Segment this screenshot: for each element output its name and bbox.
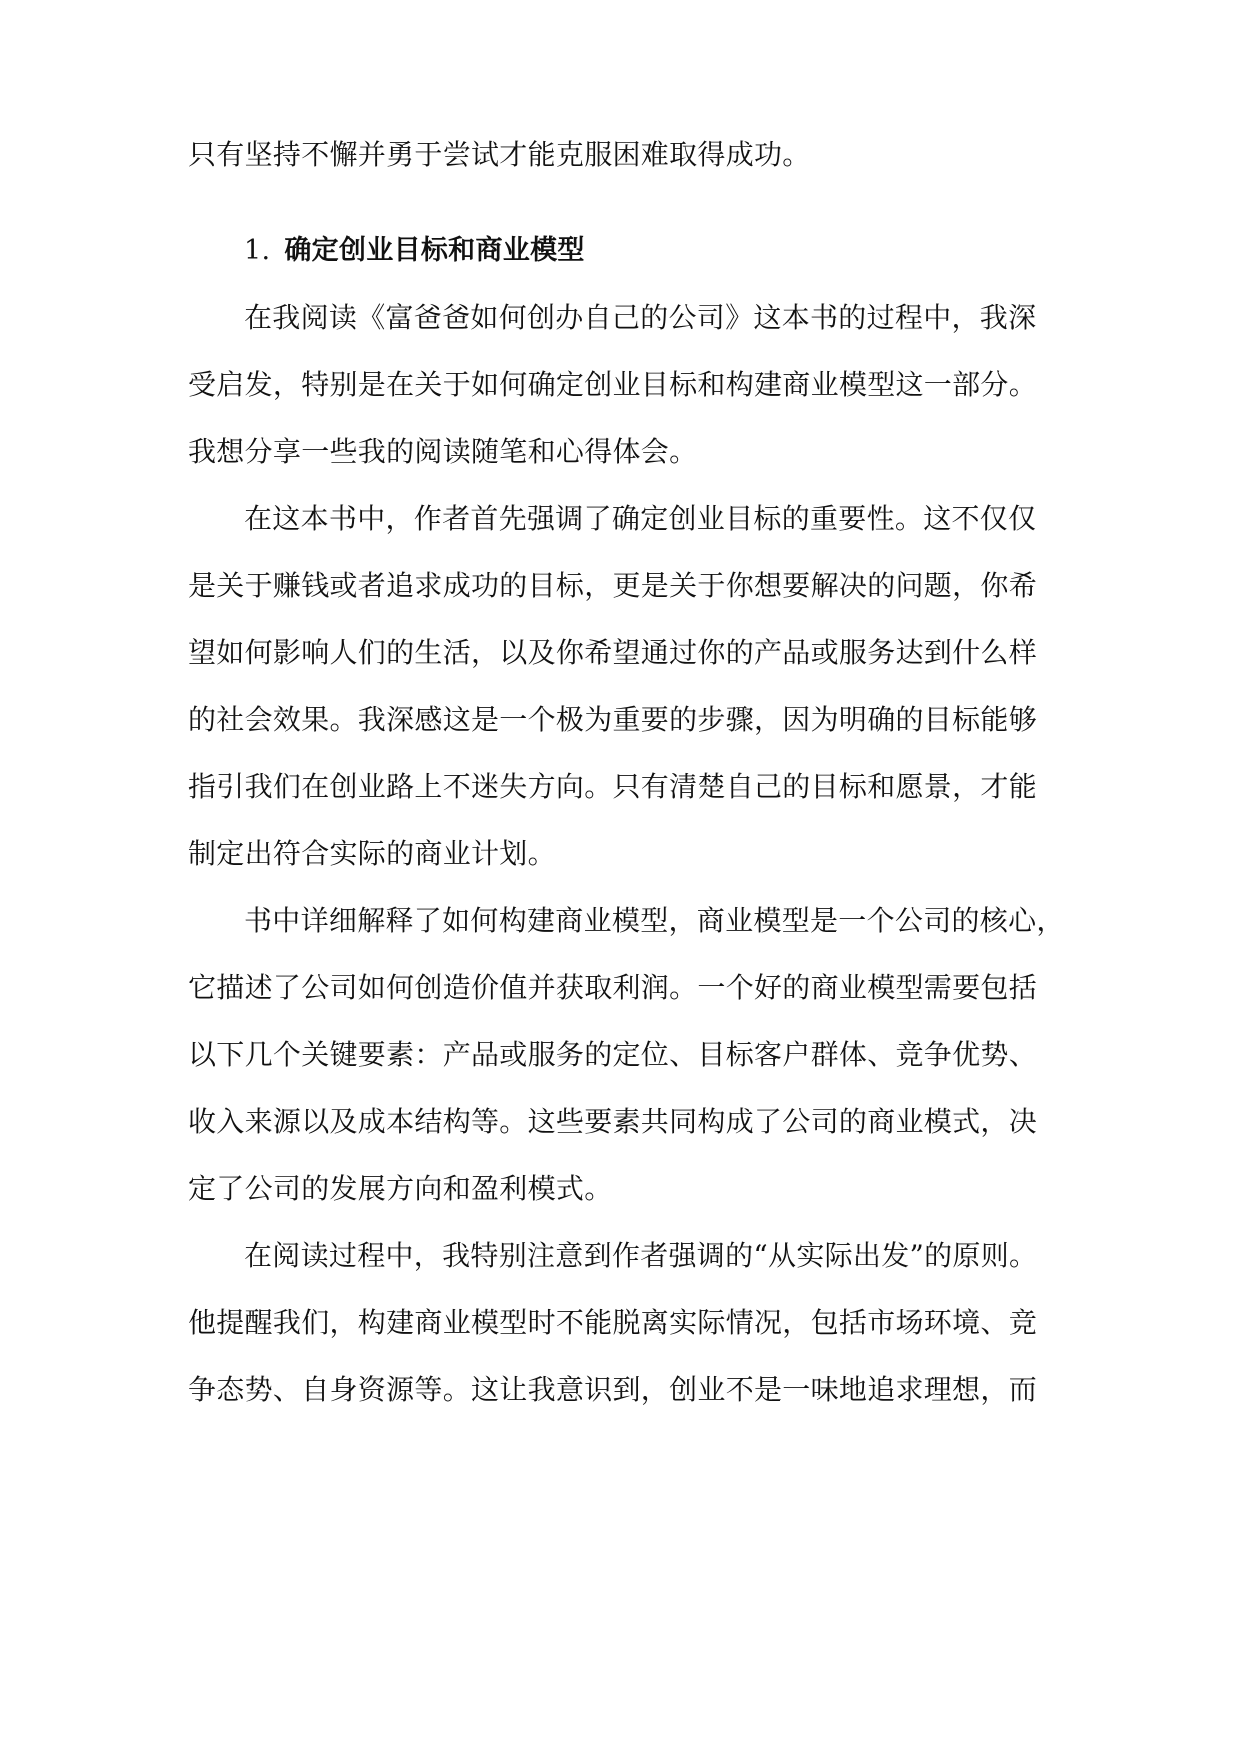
text-line: 它描述了公司如何创造价值并获取利润。一个好的商业模型需要包括 <box>188 971 1038 1004</box>
section-heading-title: 确定创业目标和商业模型 <box>284 235 585 266</box>
text-line: 以下几个关键要素：产品或服务的定位、目标客户群体、竞争优势、 <box>188 1038 1038 1071</box>
text-line: 制定出符合实际的商业计划。 <box>188 837 556 870</box>
text-line: 收入来源以及成本结构等。这些要素共同构成了公司的商业模式，决 <box>188 1105 1038 1138</box>
text-line: 定了公司的发展方向和盈利模式。 <box>188 1172 613 1205</box>
section-heading-number: 1. <box>244 235 271 266</box>
text-line: 指引我们在创业路上不迷失方向。只有清楚自己的目标和愿景，才能 <box>188 770 1038 803</box>
text-line: 只有坚持不懈并勇于尝试才能克服困难取得成功。 <box>188 138 811 171</box>
text-line: 的社会效果。我深感这是一个极为重要的步骤，因为明确的目标能够 <box>188 703 1038 736</box>
text-line: 争态势、自身资源等。这让我意识到，创业不是一味地追求理想，而 <box>188 1373 1038 1406</box>
text-line: 我想分享一些我的阅读随笔和心得体会。 <box>188 435 698 468</box>
text-line: 受启发，特别是在关于如何确定创业目标和构建商业模型这一部分。 <box>188 368 1038 401</box>
text-line: 在阅读过程中，我特别注意到作者强调的“从实际出发”的原则。 <box>244 1239 1038 1272</box>
text-line: 是关于赚钱或者追求成功的目标，更是关于你想要解决的问题，你希 <box>188 569 1038 602</box>
section-heading <box>244 231 585 271</box>
text-line: 书中详细解释了如何构建商业模型，商业模型是一个公司的核心， <box>244 904 1065 937</box>
text-line: 望如何影响人们的生活，以及你希望通过你的产品或服务达到什么样 <box>188 636 1038 669</box>
text-line: 在我阅读《富爸爸如何创办自己的公司》这本书的过程中，我深 <box>244 301 1037 334</box>
text-line: 在这本书中，作者首先强调了确定创业目标的重要性。这不仅仅 <box>244 502 1037 535</box>
text-line: 他提醒我们，构建商业模型时不能脱离实际情况，包括市场环境、竞 <box>188 1306 1038 1339</box>
